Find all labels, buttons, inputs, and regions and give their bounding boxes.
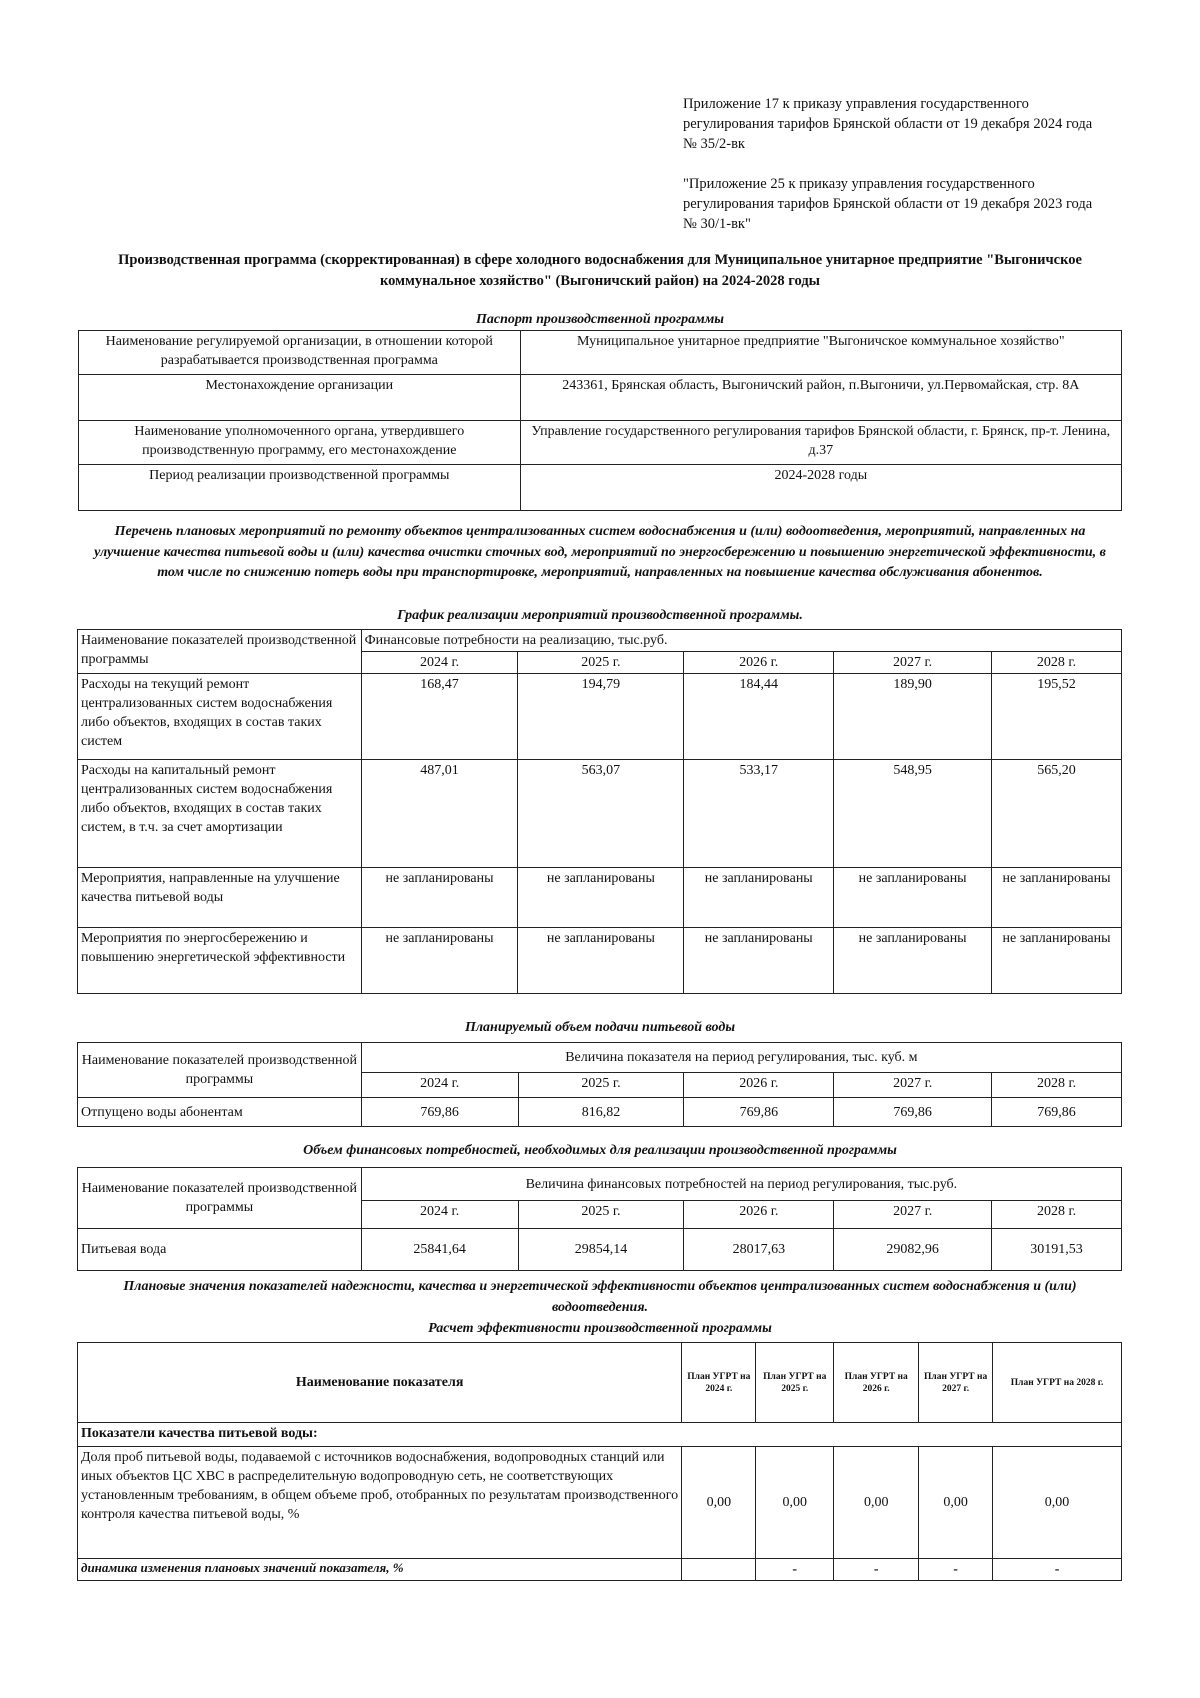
passport-value: 2024-2028 годы: [520, 465, 1121, 511]
measures-caption-2: График реализации мероприятий производственной программы.: [397, 608, 803, 623]
table-row: [79, 465, 1122, 511]
cell-value: 769,86: [992, 1098, 1122, 1127]
table-row: [78, 928, 1122, 994]
year-header: 2026 г.: [684, 652, 834, 674]
year-header: 2027 г.: [834, 1201, 992, 1229]
cell-value: не запланированы: [361, 928, 518, 994]
cell-value: 565,20: [992, 760, 1122, 868]
indicators-caption: Плановые значения показателей надежности, качества и энергетической эффективности объектов централизованных систем водоснабжения и (или) водоотведения.: [123, 1279, 1077, 1315]
table-row: [78, 760, 1122, 868]
plan-column-header: План УГРТ на 2026 г.: [834, 1343, 919, 1423]
cell-value: 769,86: [361, 1098, 518, 1127]
cell-value: 769,86: [684, 1098, 834, 1127]
column-header: Наименование показателей производственной программы: [78, 630, 362, 674]
table-row: [78, 1098, 1122, 1127]
cell-value: 184,44: [684, 674, 834, 760]
cell-value: -: [993, 1559, 1122, 1581]
cell-value: не запланированы: [834, 928, 992, 994]
cell-value: 816,82: [518, 1098, 684, 1127]
finance-caption: Объем финансовых потребностей, необходимых для реализации производственной программы: [303, 1143, 897, 1158]
cell-value: 194,79: [518, 674, 684, 760]
cell-value: 533,17: [684, 760, 834, 868]
table-row: [78, 1343, 1122, 1423]
measures-caption: Перечень плановых мероприятий по ремонту объектов централизованных систем водоснабжения и (или) водоотведения, мероприятий, направленных на улучшение качества питьевой воды и (или) качества очистки сточных вод, мероприятий по энергосбережению и повышению энергетической эффективности, в том числе по снижению потерь воды при транспортировке, мероприятий, направленных на повышение качества обслуживания абонентов.: [94, 524, 1106, 580]
year-header: 2026 г.: [684, 1073, 834, 1098]
passport-label: Период реализации производственной программы: [79, 465, 521, 511]
year-header: 2026 г.: [684, 1201, 834, 1229]
year-header: 2024 г.: [361, 1201, 518, 1229]
row-label: Расходы на текущий ремонт централизованных систем водоснабжения либо объектов, входящих в состав таких систем: [78, 674, 362, 760]
year-header: 2028 г.: [992, 652, 1122, 674]
passport-label: Наименование регулируемой организации, в отношении которой разрабатывается производственная программа: [79, 331, 521, 375]
cell-value: 0,00: [756, 1447, 834, 1559]
cell-value: 28017,63: [684, 1229, 834, 1271]
cell-value: не запланированы: [992, 928, 1122, 994]
table-row: [78, 868, 1122, 928]
cell-value: 0,00: [834, 1447, 919, 1559]
measures-table: [77, 629, 1122, 994]
cell-value: -: [919, 1559, 993, 1581]
cell-value: не запланированы: [518, 868, 684, 928]
column-group-header: Величина показателя на период регулирования, тыс. куб. м: [361, 1043, 1121, 1073]
cell-value: 29854,14: [518, 1229, 684, 1271]
document-title: Производственная программа (скорректированная) в сфере холодного водоснабжения для Муниципальное унитарное предприятие "Выгоничское коммунальное хозяйство" (Выгоничский район) на 2024-2028 годы: [118, 252, 1082, 289]
table-row: [78, 630, 1122, 652]
cell-value: 195,52: [992, 674, 1122, 760]
passport-value: Муниципальное унитарное предприятие "Выгоничское коммунальное хозяйство": [520, 331, 1121, 375]
year-header: 2024 г.: [361, 1073, 518, 1098]
cell-value: [682, 1559, 756, 1581]
passport-label: Местонахождение организации: [79, 375, 521, 421]
table-row: [78, 1043, 1122, 1073]
cell-value: 189,90: [834, 674, 992, 760]
passport-label: Наименование уполномоченного органа, утвердившего производственную программу, его местонахождение: [79, 421, 521, 465]
cell-value: не запланированы: [684, 868, 834, 928]
year-header: 2024 г.: [361, 652, 518, 674]
table-row: [78, 1229, 1122, 1271]
cell-value: 168,47: [361, 674, 518, 760]
table-row: [79, 375, 1122, 421]
finance-table: [77, 1167, 1122, 1271]
cell-value: 29082,96: [834, 1229, 992, 1271]
cell-value: 25841,64: [361, 1229, 518, 1271]
cell-value: 0,00: [993, 1447, 1122, 1559]
row-label: динамика изменения плановых значений показателя, %: [78, 1559, 682, 1581]
row-label: Отпущено воды абонентам: [78, 1098, 362, 1127]
cell-value: не запланированы: [992, 868, 1122, 928]
cell-value: 0,00: [682, 1447, 756, 1559]
row-label: Мероприятия по энергосбережению и повышению энергетической эффективности: [78, 928, 362, 994]
volume-caption: Планируемый объем подачи питьевой воды: [464, 1020, 736, 1035]
cell-value: 0,00: [919, 1447, 993, 1559]
passport-table: [78, 330, 1122, 511]
cell-value: не запланированы: [834, 868, 992, 928]
plan-column-header: План УГРТ на 2027 г.: [919, 1343, 993, 1423]
plan-column-header: План УГРТ на 2028 г.: [993, 1343, 1122, 1423]
cell-value: 563,07: [518, 760, 684, 868]
cell-value: не запланированы: [684, 928, 834, 994]
year-header: 2025 г.: [518, 1201, 684, 1229]
table-row: [79, 421, 1122, 465]
plan-column-header: План УГРТ на 2025 г.: [756, 1343, 834, 1423]
column-header: Наименование показателя: [78, 1343, 682, 1423]
table-row: [78, 1168, 1122, 1201]
year-header: 2028 г.: [992, 1201, 1122, 1229]
cell-value: -: [834, 1559, 919, 1581]
year-header: 2027 г.: [834, 1073, 992, 1098]
column-header: Наименование показателей производственной программы: [78, 1168, 362, 1229]
column-header: Наименование показателей производственной программы: [78, 1043, 362, 1098]
cell-value: не запланированы: [518, 928, 684, 994]
cell-value: 769,86: [834, 1098, 992, 1127]
year-header: 2025 г.: [518, 1073, 684, 1098]
cell-value: не запланированы: [361, 868, 518, 928]
table-row: [79, 331, 1122, 375]
row-label: Доля проб питьевой воды, подаваемой с источников водоснабжения, водопроводных станций или иных объектов ЦС ХВС в распределительную водопроводную сеть, не соответствующих установленным требованиям, в общем объеме проб, отобранных по результатам производственного контроля качества питьевой воды, %: [78, 1447, 682, 1559]
year-header: 2025 г.: [518, 652, 684, 674]
appendix-note-1: Приложение 17 к приказу управления государственного регулирования тарифов Брянской области от 19 декабря 2024 года № 35/2-вк: [683, 96, 1093, 152]
row-label: Питьевая вода: [78, 1229, 362, 1271]
indicators-caption-2: Расчет эффективности производственной программы: [428, 1321, 772, 1336]
table-row: [78, 674, 1122, 760]
appendix-note-2: "Приложение 25 к приказу управления государственного регулирования тарифов Брянской области от 19 декабря 2023 года № 30/1-вк": [683, 176, 1093, 232]
passport-value: 243361, Брянская область, Выгоничский район, п.Выгоничи, ул.Первомайская, стр. 8А: [520, 375, 1121, 421]
cell-value: 487,01: [361, 760, 518, 868]
column-group-header: Финансовые потребности на реализацию, тыс.руб.: [361, 630, 1121, 652]
table-row: [78, 1423, 1122, 1447]
indicators-table: [77, 1342, 1122, 1581]
year-header: 2027 г.: [834, 652, 992, 674]
passport-value: Управление государственного регулирования тарифов Брянской области, г. Брянск, пр-т. Ленина, д.37: [520, 421, 1121, 465]
cell-value: 548,95: [834, 760, 992, 868]
row-label: Мероприятия, направленные на улучшение качества питьевой воды: [78, 868, 362, 928]
table-row: [78, 1447, 1122, 1559]
cell-value: -: [756, 1559, 834, 1581]
passport-caption: Паспорт производственной программы: [475, 312, 725, 327]
year-header: 2028 г.: [992, 1073, 1122, 1098]
cell-value: 30191,53: [992, 1229, 1122, 1271]
plan-column-header: План УГРТ на 2024 г.: [682, 1343, 756, 1423]
row-label: Расходы на капитальный ремонт централизованных систем водоснабжения либо объектов, входящих в состав таких систем, в т.ч. за счет амортизации: [78, 760, 362, 868]
table-row: [78, 1559, 1122, 1581]
section-header: Показатели качества питьевой воды:: [78, 1423, 1122, 1447]
volume-table: [77, 1042, 1122, 1127]
column-group-header: Величина финансовых потребностей на период регулирования, тыс.руб.: [361, 1168, 1121, 1201]
